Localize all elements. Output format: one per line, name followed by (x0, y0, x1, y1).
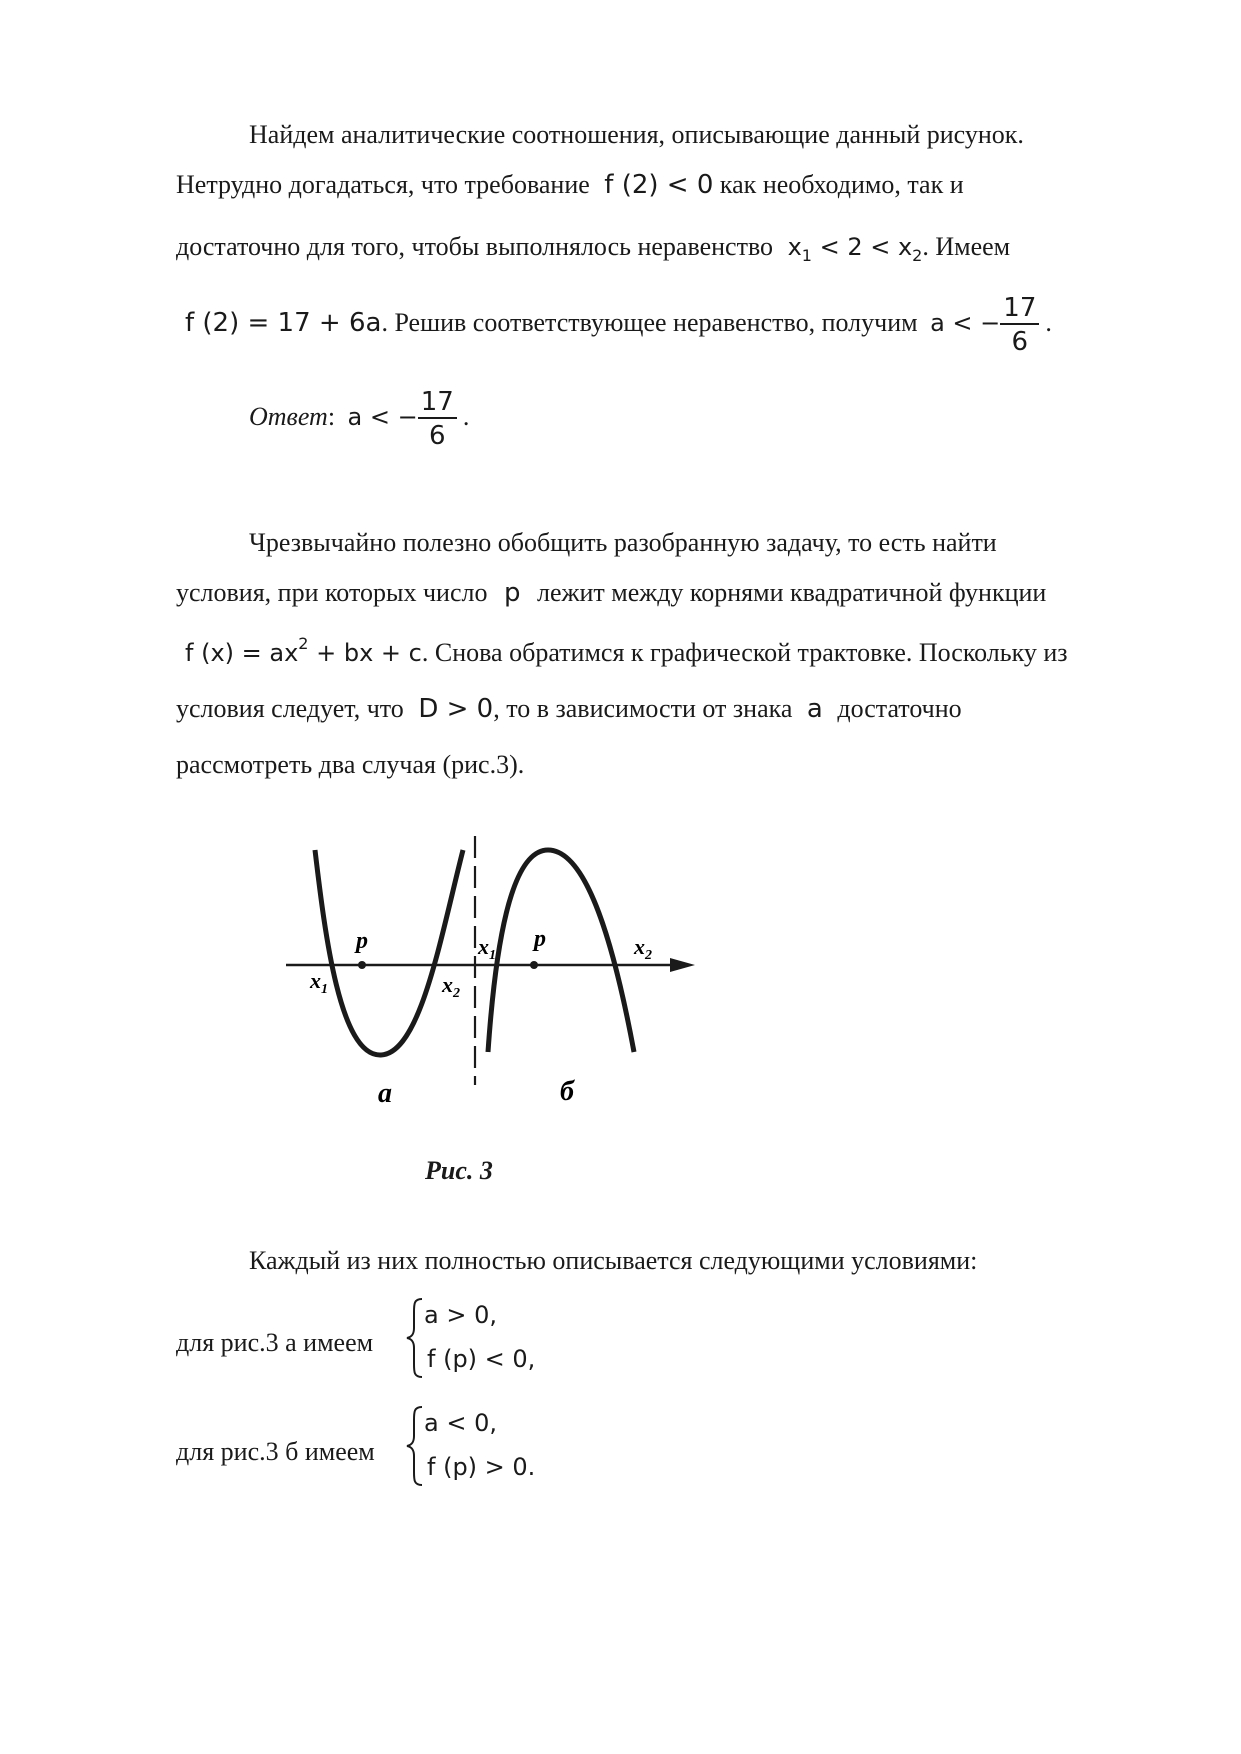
text: как необходимо, так и (719, 170, 964, 199)
text: лежит между корнями квадратичной функции (536, 578, 1047, 607)
para1-line4 (185, 288, 1052, 360)
caseA-condition-2: f (p) < 0, (427, 1345, 536, 1373)
label-x1-right: $x_1$ (478, 934, 496, 963)
text: . Имеем (922, 232, 1011, 261)
para3-line1 (249, 1244, 977, 1278)
point-p-left (358, 961, 366, 969)
para1-line2 (176, 168, 964, 202)
text: Чрезвычайно полезно обобщить разобранную задачу, то есть найти (249, 528, 997, 557)
text: достаточно (837, 694, 962, 723)
para2-line3 (185, 636, 1068, 673)
label-p-right: p (534, 926, 546, 952)
math-a-lt: a < − (347, 403, 418, 431)
para2-line1 (249, 526, 997, 560)
label-x2-right: $x_2$ (634, 934, 652, 963)
text: . (1045, 308, 1052, 337)
text: . (462, 402, 470, 431)
para1-line1 (249, 118, 1024, 152)
math-a: a (806, 694, 823, 724)
caseA-condition-1: a > 0, (424, 1301, 497, 1329)
figure-3-graphs (270, 830, 710, 1120)
label-case-a: a (378, 1078, 392, 1109)
text: Каждый из них полностью описывается следующими условиями: (249, 1246, 978, 1275)
math-d-gt-0: D > 0 (418, 694, 494, 724)
caseB-condition-1: a < 0, (424, 1409, 497, 1437)
para2-line2 (176, 576, 1046, 610)
text: . Снова обратимся к графической трактовке. Поскольку из (421, 638, 1068, 667)
point-p-right (530, 961, 538, 969)
fraction-17-6: $\frac{17}{6}$ (1000, 293, 1039, 357)
label-case-b: б (560, 1076, 574, 1107)
text: рассмотреть два случая (рис.3). (176, 750, 525, 779)
text: , то в зависимости от знака (493, 694, 793, 723)
caseB-label: для рис.3 б имеем (176, 1437, 375, 1466)
label-p-left: p (356, 928, 368, 954)
math-fx: f $(x) = ax^2$ + bx + c (185, 634, 422, 667)
math-f2-eq: f (2) = 17 + 6a (185, 308, 382, 338)
brace-icon (404, 1404, 426, 1488)
text: . Решив соответствующее неравенство, получим (381, 308, 918, 337)
label-x2-left: $x_2$ (442, 972, 460, 1001)
answer-label: Ответ (249, 402, 328, 431)
text: : (327, 402, 336, 431)
fraction-17-6: $\frac{17}{6}$ (418, 387, 457, 451)
math-a-lt: a < − (930, 309, 1001, 337)
text: условия следует, что (176, 694, 404, 723)
caseB-condition-2: f (p) > 0. (427, 1453, 536, 1481)
text: Нетрудно догадаться, что требование (176, 170, 590, 199)
parabola-up (315, 850, 463, 1055)
para2-line5 (176, 748, 524, 782)
para2-line4 (176, 692, 962, 726)
answer-line (249, 382, 469, 454)
caseA-label: для рис.3 а имеем (176, 1328, 374, 1357)
label-x1-left: $x_1$ (310, 968, 328, 997)
brace-icon (404, 1296, 426, 1380)
figure-caption: Рис. 3 (425, 1156, 493, 1185)
x-axis-arrow (670, 958, 695, 972)
math-f2-lt-0: f (2) < 0 (604, 170, 714, 200)
text: достаточно для того, чтобы выполнялось неравенство (176, 232, 774, 261)
para1-line3 (176, 230, 1010, 267)
math-p: p (503, 578, 521, 608)
math-x1-lt-2-lt-x2: $x_1 < 2 < x_2$ (787, 233, 923, 265)
text: условия, при которых число (176, 578, 488, 607)
parabola-down (488, 850, 634, 1052)
text: Найдем аналитические соотношения, описывающие данный рисунок. (249, 120, 1024, 149)
